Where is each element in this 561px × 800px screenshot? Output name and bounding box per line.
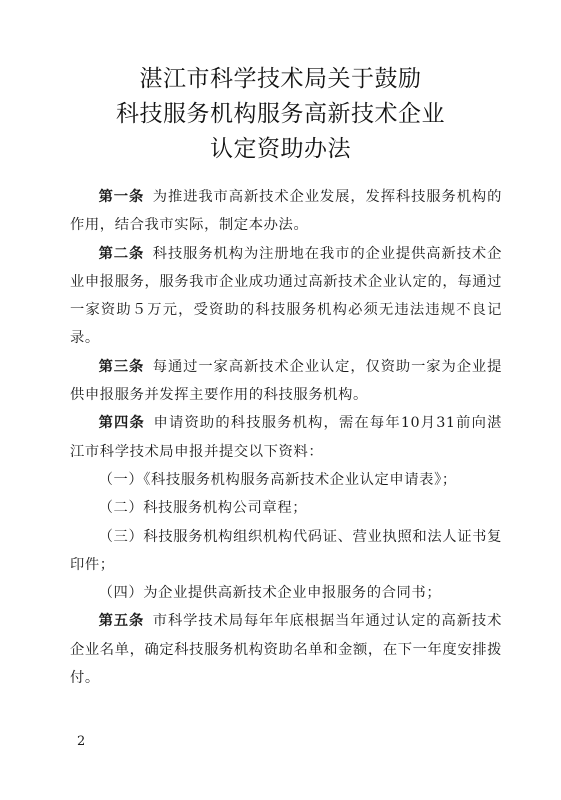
- article-1: [70, 183, 502, 240]
- article-label: 第三条: [98, 358, 145, 375]
- title-line-2: 科技服务机构服务高新技术企业: [116, 101, 445, 127]
- article-label: 第五条: [98, 613, 145, 630]
- article-3: [70, 353, 502, 410]
- article-4: [70, 409, 502, 466]
- list-item-3: （三）科技服务机构组织机构代码证、营业执照和法人证书复印件；: [70, 528, 502, 573]
- article-label: 第一条: [98, 189, 145, 205]
- document-body: [70, 183, 502, 692]
- article-text: 申请资助的科技服务机构，需在每年10月31前向湛江市科学技术局申报并提交以下资料：: [70, 415, 502, 460]
- title-line-3: 认定资助办法: [210, 136, 351, 162]
- article-text: 每通过一家高新技术企业认定，仅资助一家为企业提供申报服务并发挥主要作用的科技服务机构。: [70, 358, 502, 404]
- title-line-1: 湛江市科学技术局关于鼓励: [139, 66, 422, 92]
- document-title: [0, 62, 561, 167]
- article-text: 科技服务机构为注册地在我市的企业提供高新技术企业申报服务，服务我市企业成功通过高新技术企业认定的，每通过一家资助５万元，受资助的科技服务机构必须无违法违规不良记录。: [70, 245, 503, 347]
- article-label: 第四条: [98, 415, 145, 432]
- article-text: 为推进我市高新技术企业发展，发挥科技服务机构的作用，结合我市实际，制定本办法。: [70, 189, 502, 234]
- list-item-1: （一）《科技服务机构服务高新技术企业认定申请表》；: [98, 471, 457, 488]
- list-item-2: （二）科技服务机构公司章程；: [98, 500, 308, 517]
- article-5: [70, 607, 502, 692]
- article-2: [70, 240, 502, 353]
- article-label: 第二条: [98, 245, 145, 262]
- page-number: 2: [77, 734, 86, 749]
- article-text: 市科学技术局每年年底根据当年通过认定的高新技术企业名单，确定科技服务机构资助名单和金额，在下一年度安排拨付。: [70, 613, 503, 687]
- list-item-4: （四）为企业提供高新技术企业申报服务的合同书；: [98, 585, 442, 602]
